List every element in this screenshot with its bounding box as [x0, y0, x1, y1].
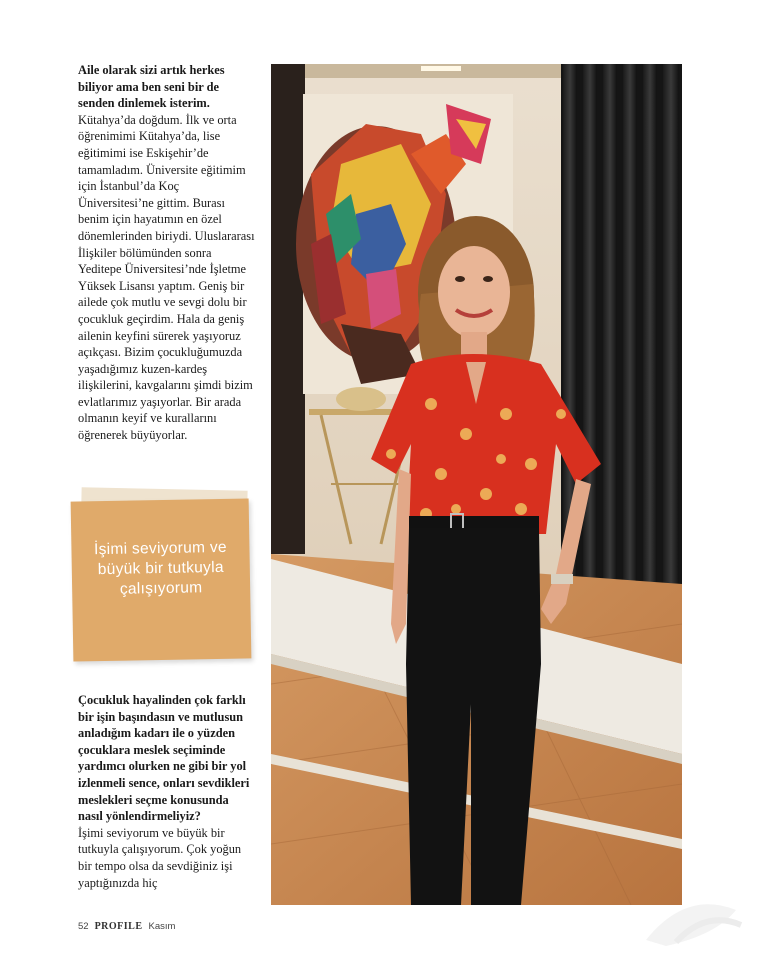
page-footer [78, 919, 175, 933]
interview-answer-1: Kütahya’da doğdum. İlk ve orta öğrenimimi Kütahya’da, lise eğitimimi ise Eskişehir’de tamamladım. Üniversite eğitimim için İstanbul’da Koç Üniversitesi’ne gittim. Burası benim için hayatımın en özel dönemlerinden biriydi. Uluslararası İlişkiler bölümünden sonra Yeditepe Üniversitesi’nde İşletme Yüksek Lisansı yaptım. Geniş bir ailede çok mutlu ve sevgi dolu bir çocukluk geçirdim. Hala da geniş ailenin keyfini sürerek yaşıyoruz açıkçası. Bizim çocukluğumuzda yaşadığımız kuzen-kardeş ilişkilerini, kavgalarını şimdi bizim evlatlarımız yaşıyorlar. Bir arada olmanın keyif ve kurallarını öğrenerek büyüyorlar. [78, 112, 255, 443]
corner-watermark [626, 880, 746, 950]
interview-top-column [78, 62, 256, 444]
interview-question-1: Aile olarak sizi artık herkes biliyor ama ben seni bir de senden dinlemek isterim. [78, 63, 225, 111]
issue-month: Kasım [148, 920, 176, 932]
interview-question-2: Çocukluk hayalinden çok farklı bir işin başındasın ve mutlusun anladığım kadarı ile o yüzden çocuklara meslek seçiminde yardımcı olurken ne gibi bir yol izlenmeli sence, onları sevdikleri meslekleri seçme konusunda nasıl yönlendirmeliyiz? [78, 693, 250, 824]
magazine-logo: PROFILE [94, 920, 143, 932]
pull-quote-text: İşimi seviyorum ve büyük bir tutkuyla çalışıyorum [93, 538, 228, 598]
portrait-illustration [271, 64, 682, 905]
interview-answer-2: İşimi seviyorum ve büyük bir tutkuyla çalışıyorum. Çok yoğun bir tempo olsa da sevdiğiniz işi yaptığınızda hiç [78, 825, 242, 890]
portrait-photo [271, 64, 682, 905]
interview-bottom-column [78, 692, 256, 891]
page-number: 52 [78, 920, 89, 932]
pull-quote-box [71, 498, 252, 661]
